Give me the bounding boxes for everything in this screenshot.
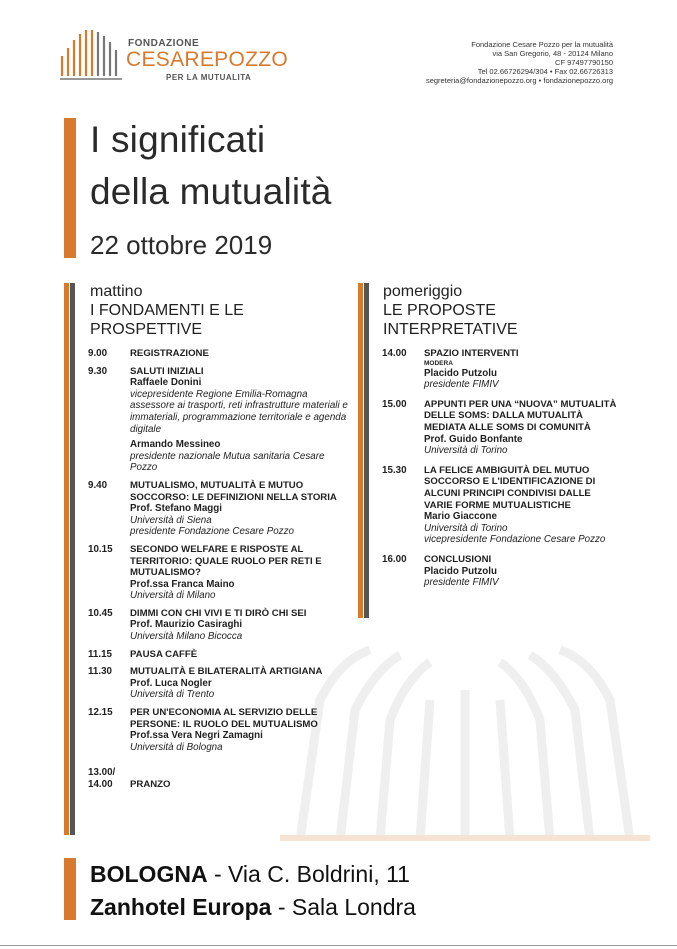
program-time: 15.30 [382, 464, 407, 476]
page-title [90, 114, 332, 218]
speaker-name: Prof.ssa Vera Negri Zamagni [130, 730, 263, 742]
venue-line-2 [90, 891, 416, 924]
program-item [88, 608, 350, 643]
afternoon-dark-bar [364, 283, 369, 618]
speaker-affiliation: presidente Fondazione Cesare Pozzo [130, 526, 294, 538]
afternoon-program [382, 348, 622, 595]
program-item [382, 554, 622, 589]
speaker-affiliation: Università di Bologna [130, 741, 223, 753]
speaker-name: Prof. Stefano Maggi [130, 503, 222, 515]
program-title: MUTUALISMO, MUTUALITÀ E MUTUO SOCCORSO: LE DEFINIZIONI NELLA STORIA [130, 479, 337, 503]
contact-block [426, 40, 613, 85]
venue-address: - Via C. Boldrini, 11 [207, 861, 410, 887]
program-time: 12.15 [88, 707, 113, 719]
program-title: CONCLUSIONI [424, 553, 492, 565]
program-item [88, 348, 350, 360]
speaker-name: Prof. Luca Nogler [130, 677, 212, 689]
program-title: REGISTRAZIONE [130, 348, 209, 359]
program-time: 15.00 [382, 398, 407, 410]
venue-hotel: Zanhotel Europa [90, 894, 272, 920]
venue-room: - Sala Londra [271, 894, 416, 920]
speaker-name: Prof.ssa Franca Maino [130, 578, 235, 590]
program-title: DIMMI CON CHI VIVI E TI DIRÒ CHI SEI [130, 607, 307, 619]
contact-line: Tel 02.66726294/304 • Fax 02.66726313 [477, 67, 613, 76]
logo-line-3: PER LA MUTUALITA [166, 73, 252, 82]
program-time: 9.30 [88, 365, 108, 377]
program-time: 13.00/ [88, 767, 116, 779]
program-time: 9.40 [88, 479, 108, 491]
contact-line: CF 97497790150 [555, 58, 613, 67]
program-time: 10.15 [88, 543, 113, 555]
speaker-affiliation: Università di Torino [424, 522, 508, 534]
logo-line-2: CESAREPOZZO [126, 48, 288, 71]
afternoon-heading-line-1: LE PROPOSTE [383, 302, 496, 319]
speaker-name: Placido Putzolu [424, 367, 497, 379]
title-accent-bar [64, 118, 76, 258]
morning-heading-line-1: I FONDAMENTI E LE [90, 302, 244, 319]
program-item [382, 465, 622, 546]
speaker-name: Raffaele Donini [130, 377, 202, 389]
program-item [88, 544, 350, 602]
speaker-role: vicepresidente Regione Emilia-Romagna [130, 388, 308, 400]
program-time: 14.00 [382, 348, 407, 359]
program-time: 16.00 [382, 553, 407, 565]
program-item [88, 707, 350, 753]
afternoon-accent-bar [358, 283, 363, 618]
program-title: SALUTI INIZIALI [130, 365, 204, 377]
book-logo-icon [60, 26, 122, 84]
speaker-name: Placido Putzolu [424, 565, 497, 577]
program-item [382, 348, 622, 391]
program-title: SECONDO WELFARE E RISPOSTE AL TERRITORIO: QUALE RUOLO PER RETI E MUTUALISMO? [130, 543, 322, 579]
morning-accent-bar [64, 283, 69, 835]
program-title: MUTUALITÀ E BILATERALITÀ ARTIGIANA [130, 666, 323, 678]
program-time: 9.00 [88, 348, 108, 359]
speaker-affiliation: Università Milano Bicocca [130, 631, 243, 643]
program-title: SPAZIO INTERVENTI [424, 348, 519, 359]
speaker-name: Prof. Maurizio Casiraghi [130, 619, 243, 631]
speaker-affiliation: Università di Trento [130, 689, 215, 701]
logo-line-1: FONDAZIONE [128, 38, 200, 49]
afternoon-heading-line-2: INTERPRETATIVE [383, 321, 518, 338]
event-date: 22 ottobre 2019 [90, 230, 273, 260]
afternoon-label: pomeriggio [383, 283, 463, 300]
venue-line-1 [90, 858, 416, 891]
program-time: 10.45 [88, 607, 113, 619]
moderator-label: MODERA [424, 359, 453, 367]
morning-program [88, 348, 350, 797]
contact-line: via San Gregorio, 48 - 20124 Milano [492, 49, 613, 58]
program-title: PRANZO [130, 779, 171, 790]
speaker-affiliation: Università di Milano [130, 590, 216, 602]
speaker-affiliation: Università di Torino [424, 445, 508, 457]
program-item [88, 666, 350, 701]
program-item [382, 399, 622, 457]
venue-block [90, 858, 416, 924]
title-line-2: della mutualità [90, 171, 332, 212]
program-title: LA FELICE AMBIGUITÀ DEL MUTUO SOCCORSO E L'IDENTIFICAZIONE DI ALCUNI PRINCIPI CONDIVISI DALLE VARIE FORME MUTUALISTICHE [424, 464, 596, 511]
foundation-logo [60, 26, 310, 86]
program-item [88, 366, 350, 474]
venue-city: BOLOGNA [90, 861, 208, 887]
morning-heading-line-2: PROSPETTIVE [90, 321, 203, 338]
morning-dark-bar [70, 283, 75, 835]
contact-line: Fondazione Cesare Pozzo per la mutualità [471, 40, 613, 49]
speaker-name: Armando Messineo [130, 439, 221, 451]
afternoon-section-header [383, 282, 518, 339]
morning-label: mattino [90, 283, 143, 300]
morning-section-header [90, 282, 244, 339]
speaker-role: presidente nazionale Mutua sanitaria Cesare Pozzo [130, 450, 325, 474]
contact-line: segreteria@fondazionepozzo.org • fondazionepozzo.org [425, 76, 613, 85]
program-time: 11.30 [88, 666, 112, 678]
program-item [88, 480, 350, 538]
program-time: 11.15 [88, 648, 112, 660]
speaker-affiliation: presidente FIMIV [424, 577, 499, 589]
bottom-divider [0, 945, 677, 946]
speaker-affiliation: presidente FIMIV [424, 379, 499, 391]
program-title: APPUNTI PER UNA “NUOVA” MUTUALITÀ DELLE SOMS: DALLA MUTUALITÀ MEDIATA ALLE SOMS DI COMUNITÀ [424, 398, 617, 433]
program-title: PAUSA CAFFÈ [130, 648, 198, 660]
speaker-role: assessore ai trasporti, reti infrastrutture materiali e immateriali, programmazione territoriale e agenda digitale [130, 400, 348, 435]
speaker-name: Mario Giaccone [424, 511, 497, 523]
speaker-affiliation: vicepresidente Fondazione Cesare Pozzo [424, 534, 606, 546]
title-line-1: I significati [90, 119, 266, 160]
venue-accent-bar [64, 858, 76, 920]
program-item [88, 767, 350, 790]
speaker-affiliation: Università di Siena [130, 514, 212, 526]
speaker-name: Prof. Guido Bonfante [424, 433, 523, 445]
program-title: PER UN'ECONOMIA AL SERVIZIO DELLE PERSONE: IL RUOLO DEL MUTUALISMO [130, 707, 318, 730]
program-time: 14.00 [88, 779, 113, 790]
program-item [88, 649, 350, 661]
